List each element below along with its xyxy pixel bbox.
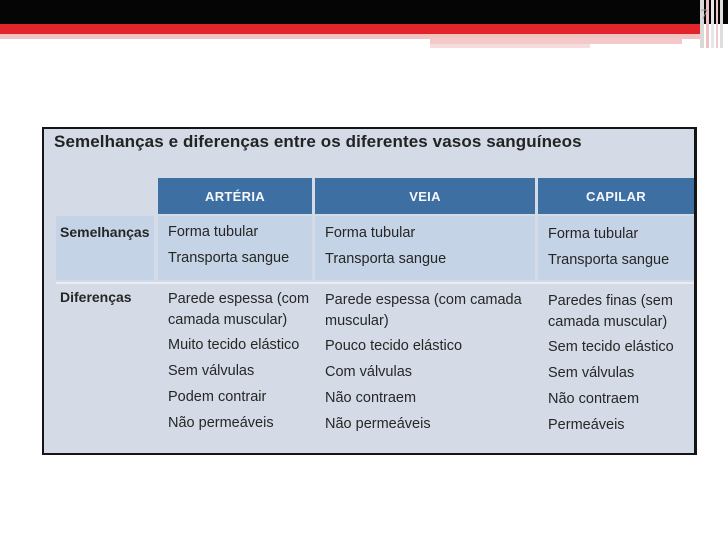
slide-accent-line [430,44,590,48]
cell-text: Podem contrair [168,389,267,405]
slide-right-stripe [720,0,723,48]
slide-red-band [0,24,700,34]
cell-text: Não contraem [548,391,640,407]
cell-text: Sem válvulas [548,365,635,381]
cell-text: muscular) [325,313,389,329]
cell-text: Forma tubular [325,225,416,241]
column-header-capilar: CAPILAR [538,178,694,214]
cell-text: Não permeáveis [168,415,274,431]
cell-text: Transporta sangue [325,251,447,267]
cell-text: Paredes finas (sem [548,293,673,309]
slide-right-stripe [711,0,714,48]
cell-text: Forma tubular [168,224,259,240]
slide-number: 7 [700,7,708,23]
column-header-arteria: ARTÉRIA [158,178,312,214]
cell-text: Parede espessa (com [168,291,310,307]
row-label-semelhancas: Semelhanças [60,224,150,240]
cell-text: Sem válvulas [168,363,255,379]
cell-text: camada muscular) [168,312,288,328]
cell-text: Forma tubular [548,226,639,242]
cell-text: Transporta sangue [548,252,670,268]
cell-text: Parede espessa (com camada [325,292,522,308]
cell-text: Permeáveis [548,417,625,433]
cell-text: Com válvulas [325,364,413,380]
table-photo [42,127,697,455]
cell-text: Pouco tecido elástico [325,338,463,354]
slide-right-stripe [716,0,718,48]
row-divider [56,282,694,284]
cell-text: Transporta sangue [168,250,290,266]
table-title: Semelhanças e diferenças entre os diferentes vasos sanguíneos [54,132,582,151]
column-header-veia: VEIA [315,178,535,214]
cell-text: Muito tecido elástico [168,337,300,353]
cell-text: Sem tecido elástico [548,339,674,355]
cell-text: Não permeáveis [325,416,431,432]
cell-text: camada muscular) [548,314,668,330]
row-label-diferencas: Diferenças [60,289,132,305]
cell-text: Não contraem [325,390,417,406]
slide-top-bar [0,0,728,24]
